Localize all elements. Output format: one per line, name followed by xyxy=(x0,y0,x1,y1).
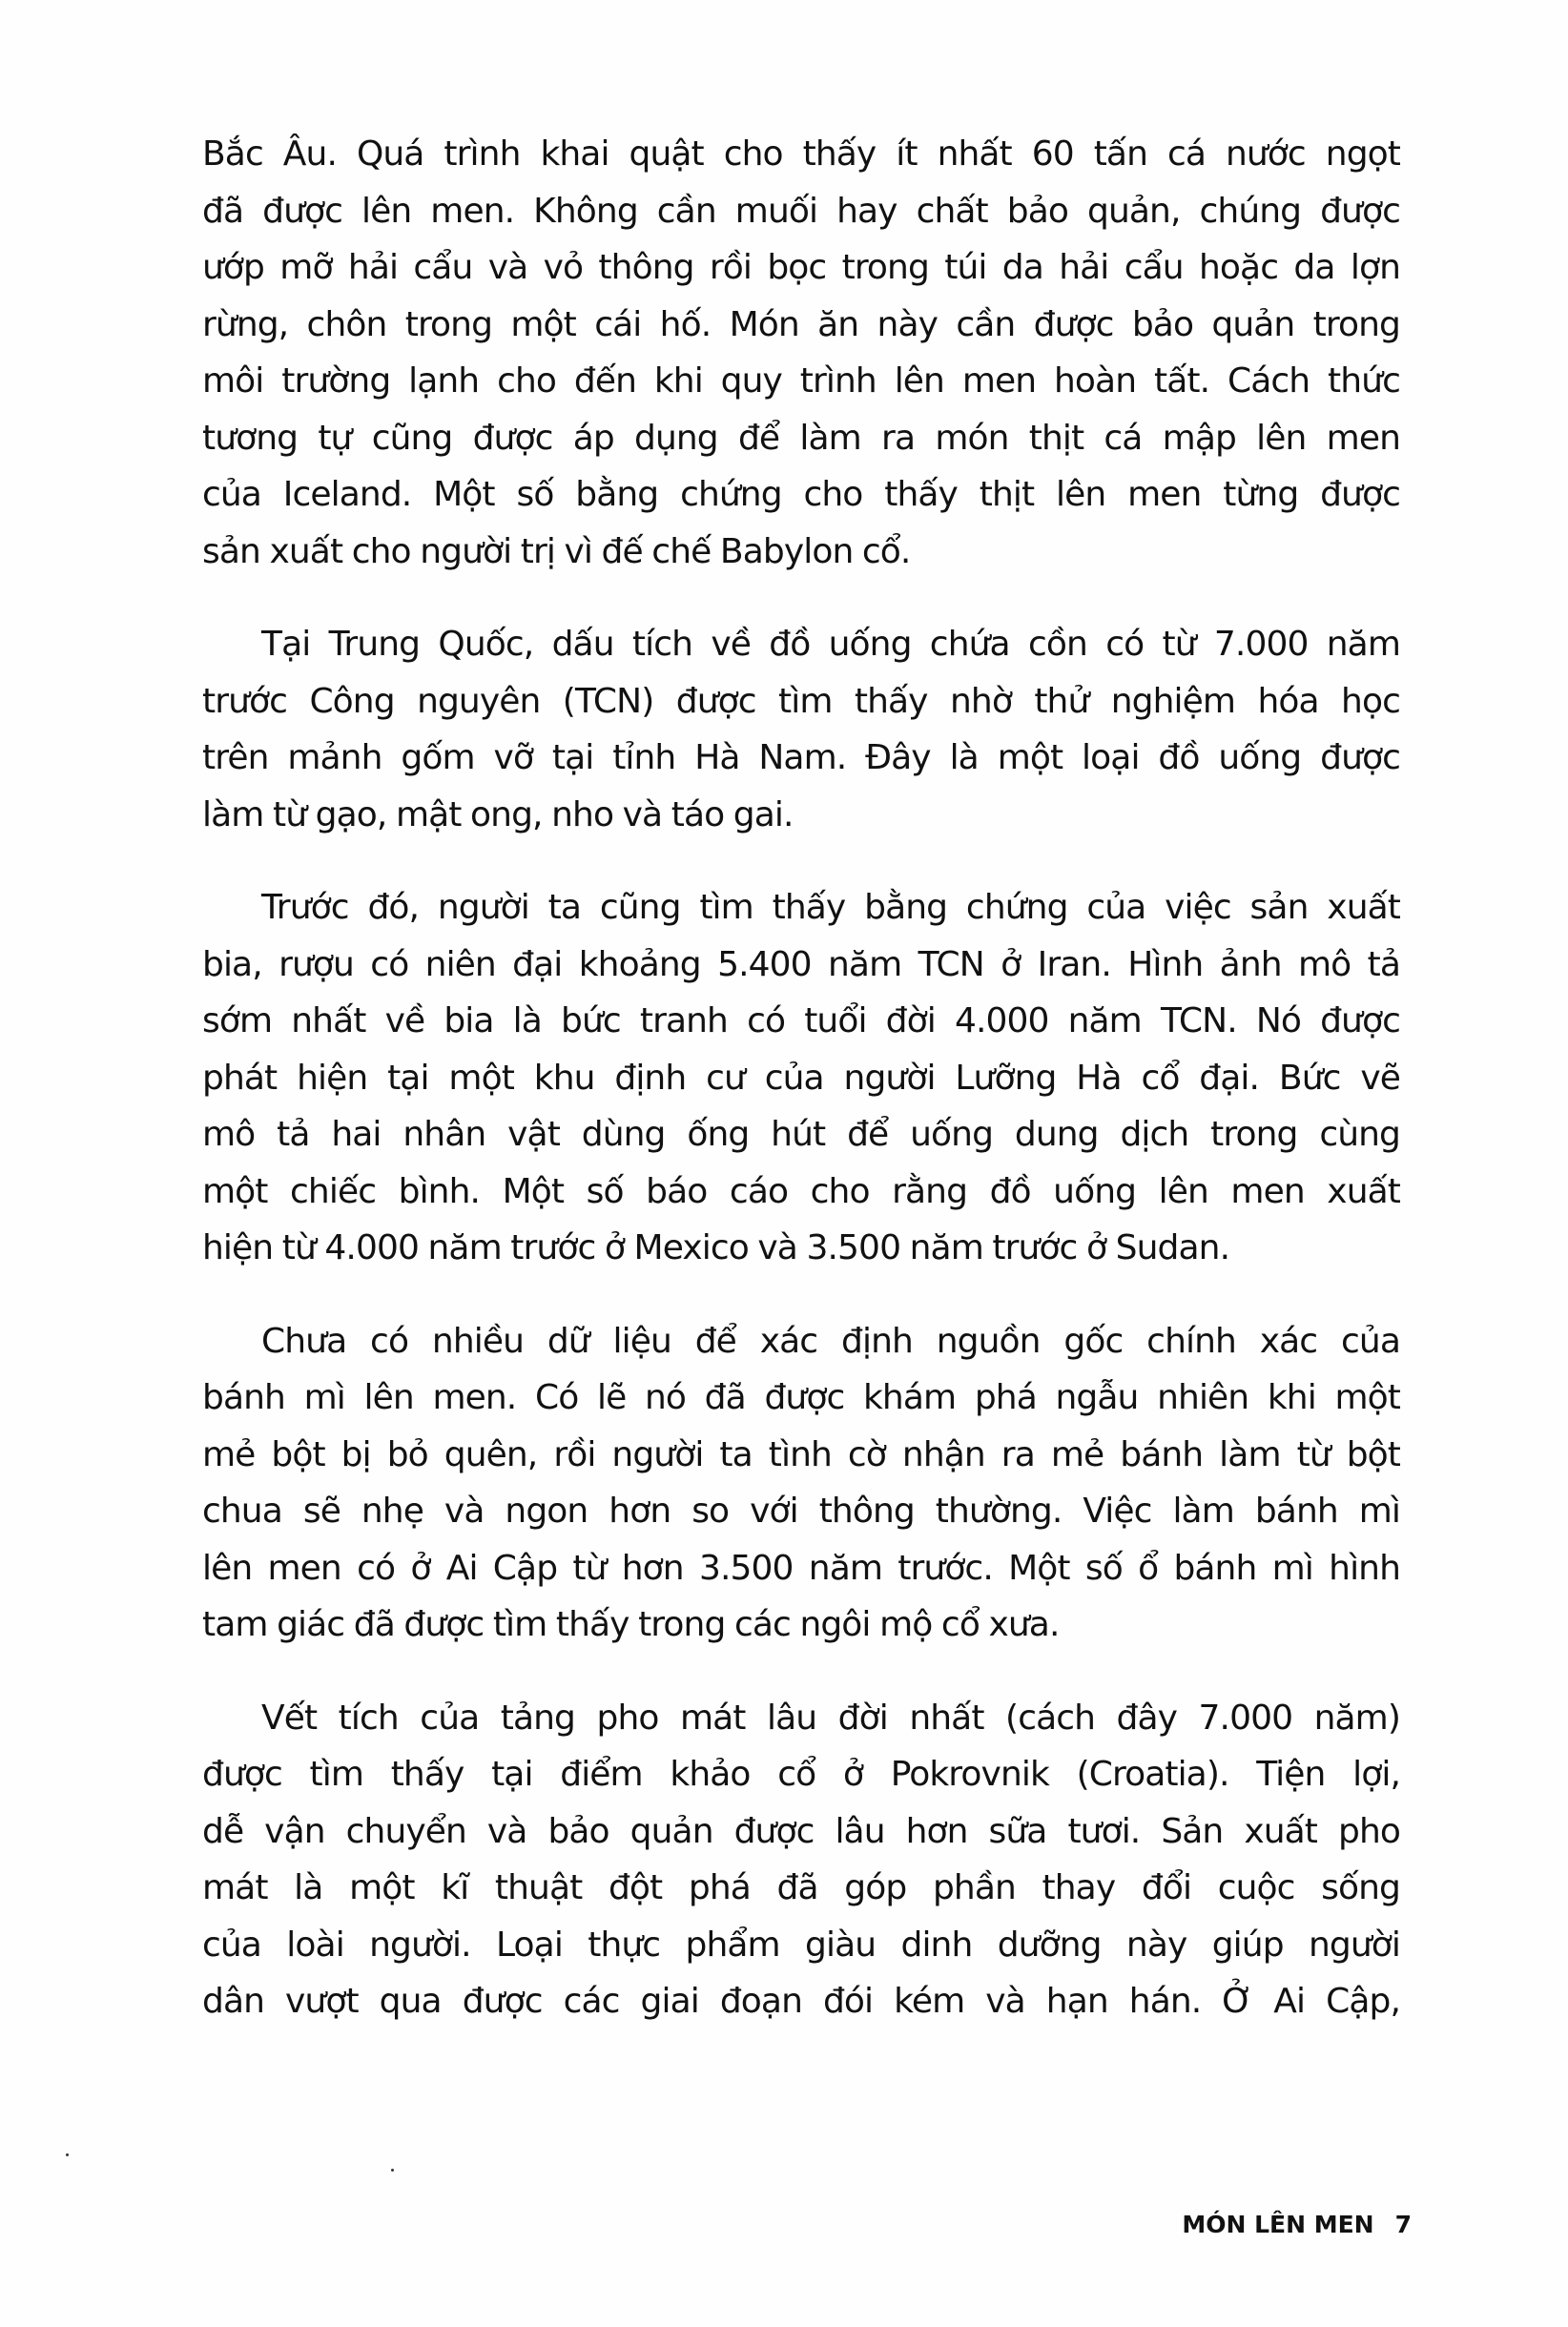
text-line: tương tự cũng được áp dụng để làm ra món thịt cá mập lên men xyxy=(202,418,1400,458)
text-line: dân vượt qua được các giai đoạn đói kém và hạn hán. Ở Ai Cập, xyxy=(202,1982,1400,2021)
text-line: hiện từ 4.000 năm trước ở Mexico và 3.500 năm trước ở Sudan. xyxy=(202,1228,1230,1267)
book-page-body xyxy=(202,126,1400,2067)
text-line: của loài người. Loại thực phẩm giàu dinh dưỡng này giúp người xyxy=(202,1925,1400,1965)
text-line: môi trường lạnh cho đến khi quy trình lên men hoàn tất. Cách thức xyxy=(202,361,1400,401)
text-line: mát là một kĩ thuật đột phá đã góp phần thay đổi cuộc sống xyxy=(202,1868,1400,1907)
page-number: 7 xyxy=(1394,2211,1412,2238)
text-line: phát hiện tại một khu định cư của người Lưỡng Hà cổ đại. Bức vẽ xyxy=(202,1058,1400,1098)
text-line: bia, rượu có niên đại khoảng 5.400 năm TCN ở Iran. Hình ảnh mô tả xyxy=(202,944,1400,984)
text-line: của Iceland. Một số bằng chứng cho thấy thịt lên men từng được xyxy=(202,475,1400,514)
text-line: mẻ bột bị bỏ quên, rồi người ta tình cờ nhận ra mẻ bánh làm từ bột xyxy=(202,1434,1400,1474)
page-footer xyxy=(1164,2211,1412,2238)
text-line: lên men có ở Ai Cập từ hơn 3.500 năm trước. Một số ổ bánh mì hình xyxy=(202,1548,1400,1588)
text-line: ướp mỡ hải cẩu và vỏ thông rồi bọc trong túi da hải cẩu hoặc da lợn xyxy=(202,248,1400,287)
text-line: Trước đó, người ta cũng tìm thấy bằng chứng của việc sản xuất xyxy=(261,888,1400,927)
text-line: Bắc Âu. Quá trình khai quật cho thấy ít nhất 60 tấn cá nước ngọt xyxy=(202,134,1400,174)
paragraph-cheese xyxy=(202,1690,1400,2030)
paragraph-china-alcohol xyxy=(202,616,1400,843)
text-line: tam giác đã được tìm thấy trong các ngôi mộ cổ xưa. xyxy=(202,1605,1060,1644)
text-line: đã được lên men. Không cần muối hay chất bảo quản, chúng được xyxy=(202,191,1400,231)
text-line: dễ vận chuyển và bảo quản được lâu hơn sữa tươi. Sản xuất pho xyxy=(202,1811,1400,1851)
text-line: sản xuất cho người trị vì đế chế Babylon cổ. xyxy=(202,531,911,571)
text-line: chua sẽ nhẹ và ngon hơn so với thông thường. Việc làm bánh mì xyxy=(202,1492,1400,1531)
text-line: sớm nhất về bia là bức tranh có tuổi đời 4.000 năm TCN. Nó được xyxy=(202,1001,1400,1040)
scan-speck xyxy=(391,2169,394,2172)
text-line: Chưa có nhiều dữ liệu để xác định nguồn gốc chính xác của xyxy=(261,1321,1400,1361)
text-line: được tìm thấy tại điểm khảo cổ ở Pokrovnik (Croatia). Tiện lợi, xyxy=(202,1755,1400,1794)
running-title: MÓN LÊN MEN xyxy=(1182,2211,1374,2238)
text-line: Vết tích của tảng pho mát lâu đời nhất (cách đây 7.000 năm) xyxy=(261,1698,1400,1738)
text-line: một chiếc bình. Một số báo cáo cho rằng đồ uống lên men xuất xyxy=(202,1171,1400,1211)
scan-speck xyxy=(66,2153,69,2156)
text-line: mô tả hai nhân vật dùng ống hút để uống dung dịch trong cùng xyxy=(202,1115,1400,1154)
text-line: làm từ gạo, mật ong, nho và táo gai. xyxy=(202,794,794,834)
text-line: trước Công nguyên (TCN) được tìm thấy nhờ thử nghiệm hóa học xyxy=(202,681,1400,721)
paragraph-beer-history xyxy=(202,879,1400,1277)
text-line: bánh mì lên men. Có lẽ nó đã được khám phá ngẫu nhiên khi một xyxy=(202,1378,1400,1417)
text-line: trên mảnh gốm vỡ tại tỉnh Hà Nam. Đây là một loại đồ uống được xyxy=(202,738,1400,777)
text-line: Tại Trung Quốc, dấu tích về đồ uống chứa cồn có từ 7.000 năm xyxy=(261,625,1400,664)
text-line: rừng, chôn trong một cái hố. Món ăn này cần được bảo quản trong xyxy=(202,304,1400,344)
paragraph-fermented-fish xyxy=(202,126,1400,580)
paragraph-leavened-bread xyxy=(202,1313,1400,1654)
